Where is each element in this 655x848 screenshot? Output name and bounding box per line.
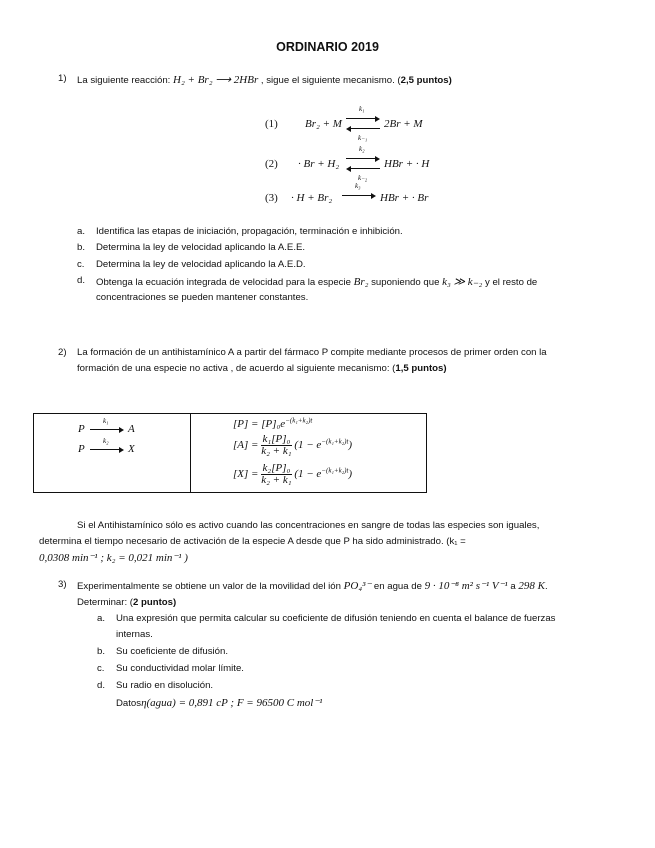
mech-1-left: P bbox=[78, 423, 85, 435]
q1-item-a-text: Identifica las etapas de iniciación, propagación, terminación e inhibición. bbox=[96, 226, 403, 237]
eq-a-paren-open: (1 − e bbox=[294, 439, 322, 452]
step-2-label: (2) bbox=[265, 158, 278, 170]
q1-item-d-part-c: y el resto de bbox=[482, 277, 538, 288]
question-3-line1 bbox=[77, 579, 548, 592]
eq-p bbox=[233, 418, 312, 430]
forward-arrow-icon bbox=[346, 115, 380, 123]
step-2-k-forward: k₂ bbox=[359, 145, 365, 153]
question-1-number: 1) bbox=[58, 73, 67, 84]
eq-x-paren-close: ) bbox=[348, 468, 353, 481]
eq-a-denominator: k₂ + k₁ bbox=[261, 445, 292, 457]
eq-x-fraction bbox=[261, 463, 291, 486]
eq-x bbox=[233, 463, 352, 486]
q2-close: ) bbox=[443, 363, 447, 374]
q2-line2-text: formación de una especie no activa , de acuerdo al siguiente mecanismo: ( bbox=[77, 363, 396, 374]
equations-cell bbox=[191, 414, 427, 493]
q1-item-d-text bbox=[96, 275, 537, 288]
q1-close: ) bbox=[448, 75, 452, 86]
q3-item-a-text: Una expresión que permita calcular su coeficiente de difusión teniendo en cuenta el balance de fuerzas bbox=[116, 613, 556, 624]
eq-a bbox=[233, 434, 352, 457]
step-3-label: (3) bbox=[265, 192, 278, 204]
q1-text-before: La siguiente reacción: bbox=[77, 75, 173, 86]
q2-paragraph-line3: 0,0308 min⁻¹ ; k₂ = 0,021 min⁻¹ ) bbox=[39, 552, 188, 564]
q1-reaction: H₂ + Br₂ ⟶ 2HBr bbox=[173, 74, 259, 86]
step-3-right: HBr + · Br bbox=[380, 192, 429, 204]
eq-p-base: [P] = [P]₀e bbox=[233, 418, 286, 430]
mech-2-right: X bbox=[128, 443, 135, 455]
q3-ion: PO₄³⁻ bbox=[343, 580, 372, 592]
q3-points: 2 puntos bbox=[132, 597, 173, 608]
mech-2-left: P bbox=[78, 443, 85, 455]
q3-item-b-text: Su coeficiente de difusión. bbox=[116, 646, 229, 657]
q3-item-c-text: Su conductividad molar límite. bbox=[116, 663, 244, 674]
q3-item-d-text: Su radio en disolución. bbox=[116, 680, 214, 691]
eq-p-exponent: −(k₁+k₂)t bbox=[285, 416, 313, 425]
eq-a-paren-exponent: −(k₁+k₂)t bbox=[321, 437, 349, 446]
q3-item-d-letter: d. bbox=[97, 680, 106, 691]
q1-item-c-text: Determina la ley de velocidad aplicando la A.E.D. bbox=[96, 259, 306, 270]
q2-paragraph-line2: determina el tiempo necesario de activación de la especie A desde que P ha sido administrado. (k₁ = bbox=[39, 536, 466, 547]
q2-points: 1,5 puntos bbox=[395, 363, 444, 374]
q3-datos bbox=[116, 696, 322, 709]
eq-x-numerator: k₂[P]₀ bbox=[262, 462, 291, 474]
eq-a-lhs: [A] = bbox=[233, 439, 259, 452]
step-3-left: · H + Br₂ bbox=[291, 192, 333, 204]
step-1-label: (1) bbox=[265, 118, 278, 130]
step-2-left: · Br + H₂ bbox=[298, 158, 340, 170]
q3-line1-b: en agua de bbox=[371, 581, 425, 592]
q3-item-c-letter: c. bbox=[97, 663, 105, 674]
question-2-line1: La formación de un antihistamínico A a partir del fármaco P compite mediante procesos de primer orden con la bbox=[77, 347, 547, 358]
q1-item-d-part-b: suponiendo que bbox=[368, 277, 443, 288]
eq-x-paren-exponent: −(k₁+k₂)t bbox=[321, 466, 349, 475]
step-1-equilibrium-arrows bbox=[346, 105, 380, 142]
eq-a-numerator: k₁[P]₀ bbox=[262, 433, 291, 445]
mech-1-arrow bbox=[90, 417, 124, 433]
question-3-line2 bbox=[77, 597, 176, 608]
eq-a-paren-close: ) bbox=[348, 439, 353, 452]
mech-2-k: k₂ bbox=[103, 437, 109, 445]
q1-item-b-text: Determina la ley de velocidad aplicando la A.E.E. bbox=[96, 242, 306, 253]
page-title: ORDINARIO 2019 bbox=[276, 40, 379, 54]
step-2-right: HBr + · H bbox=[384, 158, 430, 170]
q3-line2-text: Determinar: ( bbox=[77, 597, 133, 608]
q1-item-d-species: Br₂ bbox=[353, 276, 369, 288]
eq-a-fraction bbox=[261, 434, 291, 457]
reverse-arrow-icon bbox=[346, 165, 380, 173]
question-2-line2 bbox=[77, 363, 447, 374]
step-3-k-forward: k₃ bbox=[355, 182, 361, 190]
q1-text-after: , sigue el siguiente mecanismo. ( bbox=[258, 75, 401, 86]
step-1-right: 2Br + M bbox=[384, 118, 423, 130]
q3-temp: 298 K bbox=[518, 580, 545, 592]
q1-item-d-condition: k₃ ≫ k₋₂ bbox=[442, 276, 483, 288]
q1-item-a-letter: a. bbox=[77, 226, 86, 237]
eq-x-denominator: k₂ + k₁ bbox=[261, 474, 292, 486]
mech-2-arrow bbox=[90, 437, 124, 453]
eq-x-paren-open: (1 − e bbox=[294, 468, 322, 481]
question-1-statement bbox=[77, 73, 452, 86]
q1-item-b-letter: b. bbox=[77, 242, 86, 253]
q1-item-d-line2: concentraciones se pueden mantener constantes. bbox=[96, 292, 309, 303]
question-2-number: 2) bbox=[58, 347, 67, 358]
q3-item-b-letter: b. bbox=[97, 646, 106, 657]
forward-arrow-icon bbox=[90, 426, 124, 434]
q3-datos-value: η(agua) = 0,891 cP ; F = 96500 C mol⁻¹ bbox=[141, 697, 323, 709]
q3-item-a-letter: a. bbox=[97, 613, 106, 624]
forward-arrow-icon bbox=[342, 192, 376, 200]
q1-item-d-letter: d. bbox=[77, 275, 86, 286]
q3-value: 9 · 10⁻⁸ m² s⁻¹ V⁻¹ bbox=[424, 580, 508, 592]
q3-line1-a: Experimentalmente se obtiene un valor de la movilidad del ión bbox=[77, 581, 344, 592]
mechanism-cell bbox=[34, 414, 191, 493]
mech-1-k: k₁ bbox=[103, 417, 109, 425]
q1-item-c-letter: c. bbox=[77, 259, 85, 270]
forward-arrow-icon bbox=[90, 446, 124, 454]
mech-1-right: A bbox=[128, 423, 135, 435]
q1-item-d-part-a: Obtenga la ecuación integrada de velocidad para la especie bbox=[96, 277, 354, 288]
step-2-equilibrium-arrows bbox=[346, 145, 380, 182]
q3-close: ) bbox=[172, 597, 177, 608]
q1-points: 2,5 puntos bbox=[400, 75, 449, 86]
step-3-arrow bbox=[342, 182, 376, 200]
step-1-k-forward: k₁ bbox=[359, 105, 365, 113]
eq-x-lhs: [X] = bbox=[233, 468, 259, 481]
reverse-arrow-icon bbox=[346, 125, 380, 133]
step-1-left: Br₂ + M bbox=[305, 118, 342, 130]
question-3-number: 3) bbox=[58, 579, 67, 590]
q3-line1-d: . bbox=[544, 581, 548, 592]
step-1-k-reverse: k₋₁ bbox=[358, 134, 368, 142]
q3-item-a-text2: internas. bbox=[116, 629, 153, 640]
q3-datos-label: Datos bbox=[116, 698, 142, 709]
q3-line1-c: a bbox=[507, 581, 519, 592]
forward-arrow-icon bbox=[346, 155, 380, 163]
mechanism-table bbox=[33, 413, 427, 493]
step-2-k-reverse: k₋₂ bbox=[358, 174, 368, 182]
q2-paragraph-line1: Si el Antihistamínico sólo es activo cuando las concentraciones en sangre de todas las especies son iguales, bbox=[77, 520, 540, 531]
